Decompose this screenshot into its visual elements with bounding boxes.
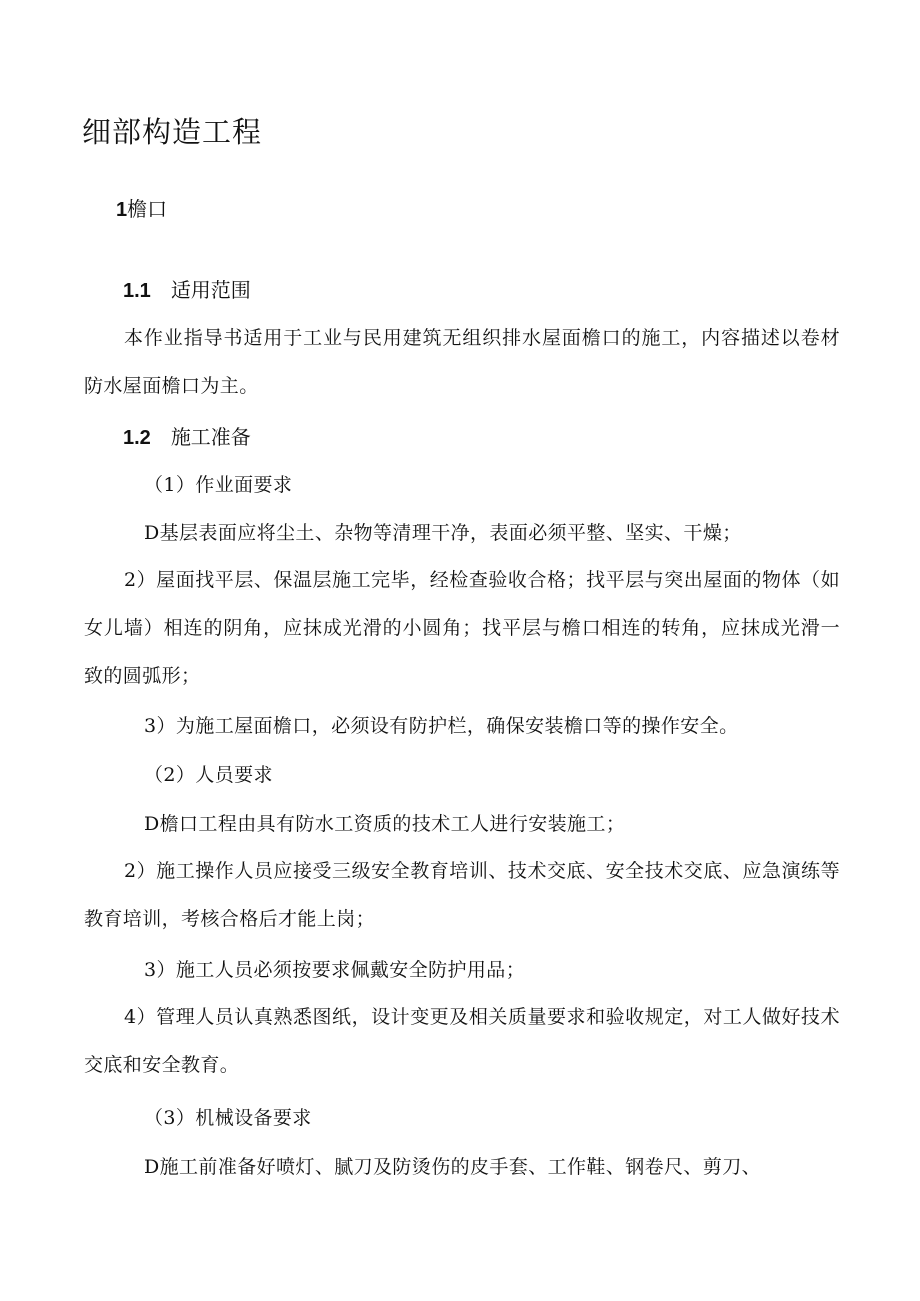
list-item: D基层表面应将尘土、杂物等清理干净，表面必须平整、坚实、干燥； bbox=[144, 522, 742, 544]
section-title: 檐口 bbox=[127, 197, 168, 221]
section-title: 施工准备 bbox=[170, 425, 251, 449]
list-item: 4）管理人员认真熟悉图纸，设计变更及相关质量要求和验收规定，对工人做好技术交底和安全教育。 bbox=[84, 1006, 840, 1076]
section-number: 1.2 bbox=[123, 427, 151, 449]
list-item: 2）屋面找平层、保温层施工完毕，经检查验收合格；找平层与突出屋面的物体（如女儿墙）相连的阴角，应抹成光滑的小圆角；找平层与檐口相连的转角，应抹成光滑一致的圆弧形； bbox=[84, 569, 840, 687]
section-1-2-heading bbox=[123, 423, 251, 452]
scope-paragraph: 本作业指导书适用于工业与民用建筑无组织排水屋面檐口的施工，内容描述以卷材防水屋面檐口为主。 bbox=[84, 327, 840, 397]
section-number: 1 bbox=[116, 199, 128, 221]
list-item: 3）为施工屋面檐口，必须设有防护栏，确保安装檐口等的操作安全。 bbox=[144, 715, 739, 737]
list-item: D施工前准备好喷灯、腻刀及防烫伤的皮手套、工作鞋、钢卷尺、剪刀、 bbox=[144, 1156, 762, 1178]
equipment-heading: （3）机械设备要求 bbox=[144, 1107, 312, 1129]
list-item: D檐口工程由具有防水工资质的技术工人进行安装施工； bbox=[144, 813, 626, 835]
section-1-heading bbox=[116, 195, 167, 224]
list-item: 3）施工人员必须按要求佩戴安全防护用品； bbox=[144, 959, 526, 981]
section-number: 1.1 bbox=[123, 280, 151, 302]
document-title: 细部构造工程 bbox=[82, 115, 263, 149]
list-item: 2）施工操作人员应接受三级安全教育培训、技术交底、安全技术交底、应急演练等教育培训，考核合格后才能上岗； bbox=[84, 860, 840, 930]
section-title: 适用范围 bbox=[170, 278, 251, 302]
section-1-1-heading bbox=[123, 276, 251, 305]
personnel-heading: （2）人员要求 bbox=[144, 764, 273, 786]
work-surface-heading: （1）作业面要求 bbox=[144, 474, 293, 496]
